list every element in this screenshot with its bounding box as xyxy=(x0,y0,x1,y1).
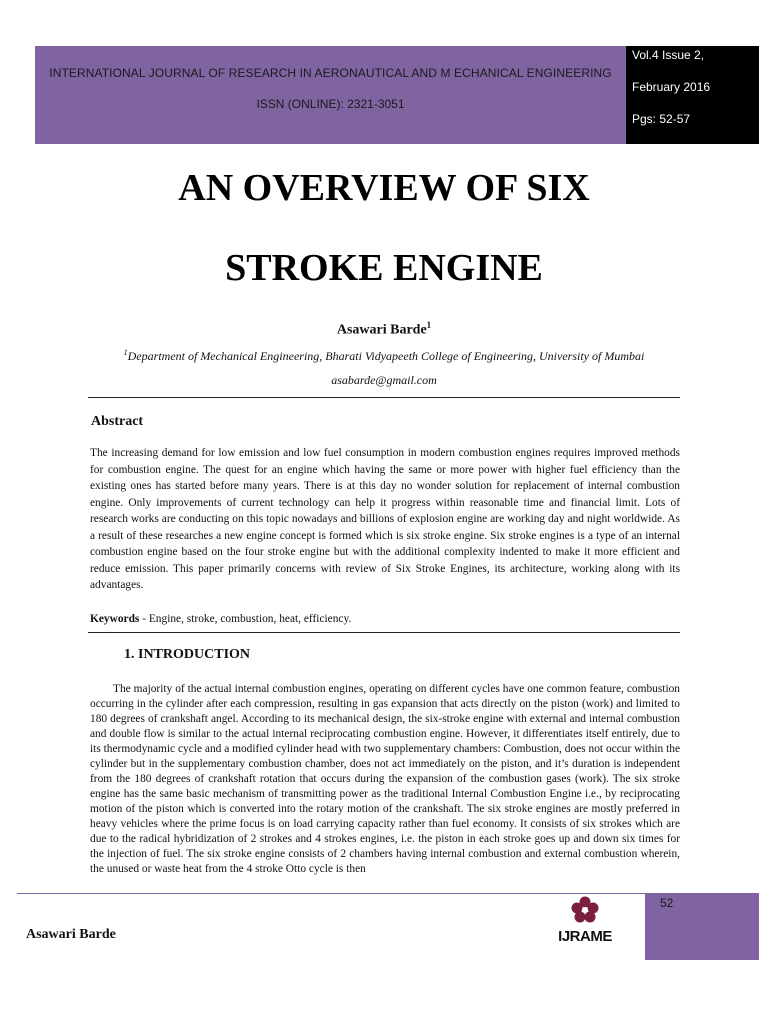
header-band xyxy=(35,46,626,144)
abstract-text: The increasing demand for low emission and low fuel consumption in modern combustion engines requires improved methods for combustion engine. The quest for an engine which having the same or more power with higher fuel efficiency than the existing ones has started before many years. There is at this day no wonder solution for replacement of internal combustion engine. Only improvements of current technology can help it progress within reasonable time and financial limit. Lots of research works are conducting on this topic nowadays and billions of explosion engine are working day and night worldwide. As a result of these researches a new engine concept is formed which is six stroke engine. Six stroke engines is a type of an internal combustion engine based on the four stroke engine but with the additional complexity indented to make it more efficient and reduce emission. This paper primarily concerns with review of Six Stroke Engines, its architecture, working along with its advantages. xyxy=(90,447,680,591)
issue-pages: Pgs: 52-57 xyxy=(632,112,691,126)
page-number: 52 xyxy=(660,896,674,910)
author-name-block xyxy=(0,320,768,339)
affiliation-superscript: 1 xyxy=(123,348,128,357)
abstract-heading: Abstract xyxy=(91,414,144,429)
divider-top xyxy=(88,397,680,398)
footer-author: Asawari Barde xyxy=(26,927,116,942)
issue-date: February 2016 xyxy=(632,80,711,94)
journal-name: INTERNATIONAL JOURNAL OF RESEARCH IN AERONAUTICAL AND M ECHANICAL ENGINEERING xyxy=(49,66,612,80)
author-affiliation: Department of Mechanical Engineering, Bharati Vidyapeeth College of Engineering, University of Mumbai xyxy=(127,349,645,363)
logo-text: IJRAME xyxy=(558,928,612,945)
journal-issn: ISSN (ONLINE): 2321-3051 xyxy=(256,97,405,111)
paper-title-line-2: STROKE ENGINE xyxy=(225,247,543,289)
author-affiliation-block xyxy=(0,348,768,364)
author-name: Asawari Barde xyxy=(336,322,427,338)
paper-title-line-1: AN OVERVIEW OF SIX xyxy=(178,167,590,209)
author-superscript: 1 xyxy=(426,320,432,330)
author-email: asabarde@gmail.com xyxy=(331,373,437,387)
introduction-text: The majority of the actual internal combustion engines, operating on different cycles have one common feature, combustion occurring in the cylinder after each compression, resulting in gas expansion that acts directly on the piston (work) and limited to 180 degrees of crankshaft angel. According to its mechanical design, the six-stroke engine with external and internal combustion and double flow is similar to the actual internal reciprocating combustion engine. However, it differentiates itself entirely, due to its thermodynamic cycle and a modified cylinder head with two supplementary chambers: Combustion, does not occur within the cylinder but in the supplementary combustion chamber, does not act immediately on the piston, and it’s duration is independent from the 180 degrees of crankshaft rotation that occurs during the expansion of the combustion gases (work). The six stroke engine has the same basic mechanism of transmitting power as the traditional Internal Combustion Engine i.e., by reciprocating motion of the piston which is converted into the rotary motion of the crankshaft. The six stroke engines are mostly preferred in heavy vehicles where the prime focus is on load carrying capacity rather than fuel economy. It consists of six strokes which are due to the radical hybridization of 2 strokes and 4 strokes engines, i.e. the piston in each stroke goes up and down six times for the injection of fuel. The six stroke engine consists of 2 chambers having internal combustion and external combustion wherein, the unused or waste heat from the 4 stroke Otto cycle is then xyxy=(90,683,680,875)
keywords-text: - Engine, stroke, combustion, heat, efficiency. xyxy=(139,613,352,625)
issue-volume: Vol.4 Issue 2, xyxy=(632,48,705,62)
journal-logo xyxy=(553,895,617,945)
footer-rule xyxy=(17,893,645,894)
keywords-line xyxy=(90,613,351,625)
keywords-label: Keywords xyxy=(90,613,140,625)
introduction-heading: 1. INTRODUCTION xyxy=(124,647,251,662)
flower-logo-icon xyxy=(570,895,600,925)
divider-bottom xyxy=(88,632,680,633)
